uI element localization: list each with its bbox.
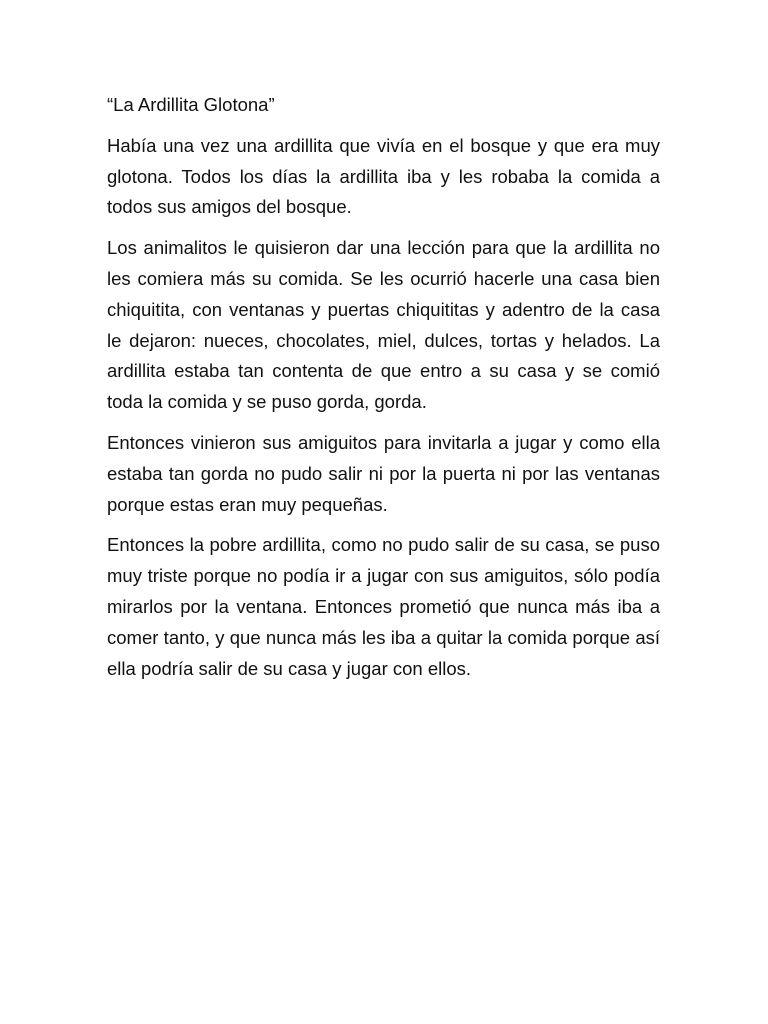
story-title: “La Ardillita Glotona” [107,94,275,115]
paragraph-4: Entonces la pobre ardillita, como no pudo salir de su casa, se puso muy triste porque no podía ir a jugar con sus amiguitos, sólo podía mirarlos por la ventana. Entonces prometió que nunca más iba a comer tanto, y que nunca más les iba a quitar la comida porque así ella podría salir de su casa y jugar con ellos. [107,534,660,679]
document-body [107,90,660,694]
paragraph-2: Los animalitos le quisieron dar una lección para que la ardillita no les comiera más su comida. Se les ocurrió hacerle una casa bien chiquitita, con ventanas y puertas chiquititas y adentro de la casa le dejaron: nueces, chocolates, miel, dulces, tortas y helados. La ardillita estaba tan contenta de que entro a su casa y se comió toda la comida y se puso gorda, gorda. [107,237,660,413]
paragraph-1: Había una vez una ardillita que vivía en el bosque y que era muy glotona. Todos los días la ardillita iba y les robaba la comida a todos sus amigos del bosque. [107,134,660,218]
paragraph-3: Entonces vinieron sus amiguitos para invitarla a jugar y como ella estaba tan gorda no pudo salir ni por la puerta ni por las ventanas porque estas eran muy pequeñas. [107,431,660,515]
